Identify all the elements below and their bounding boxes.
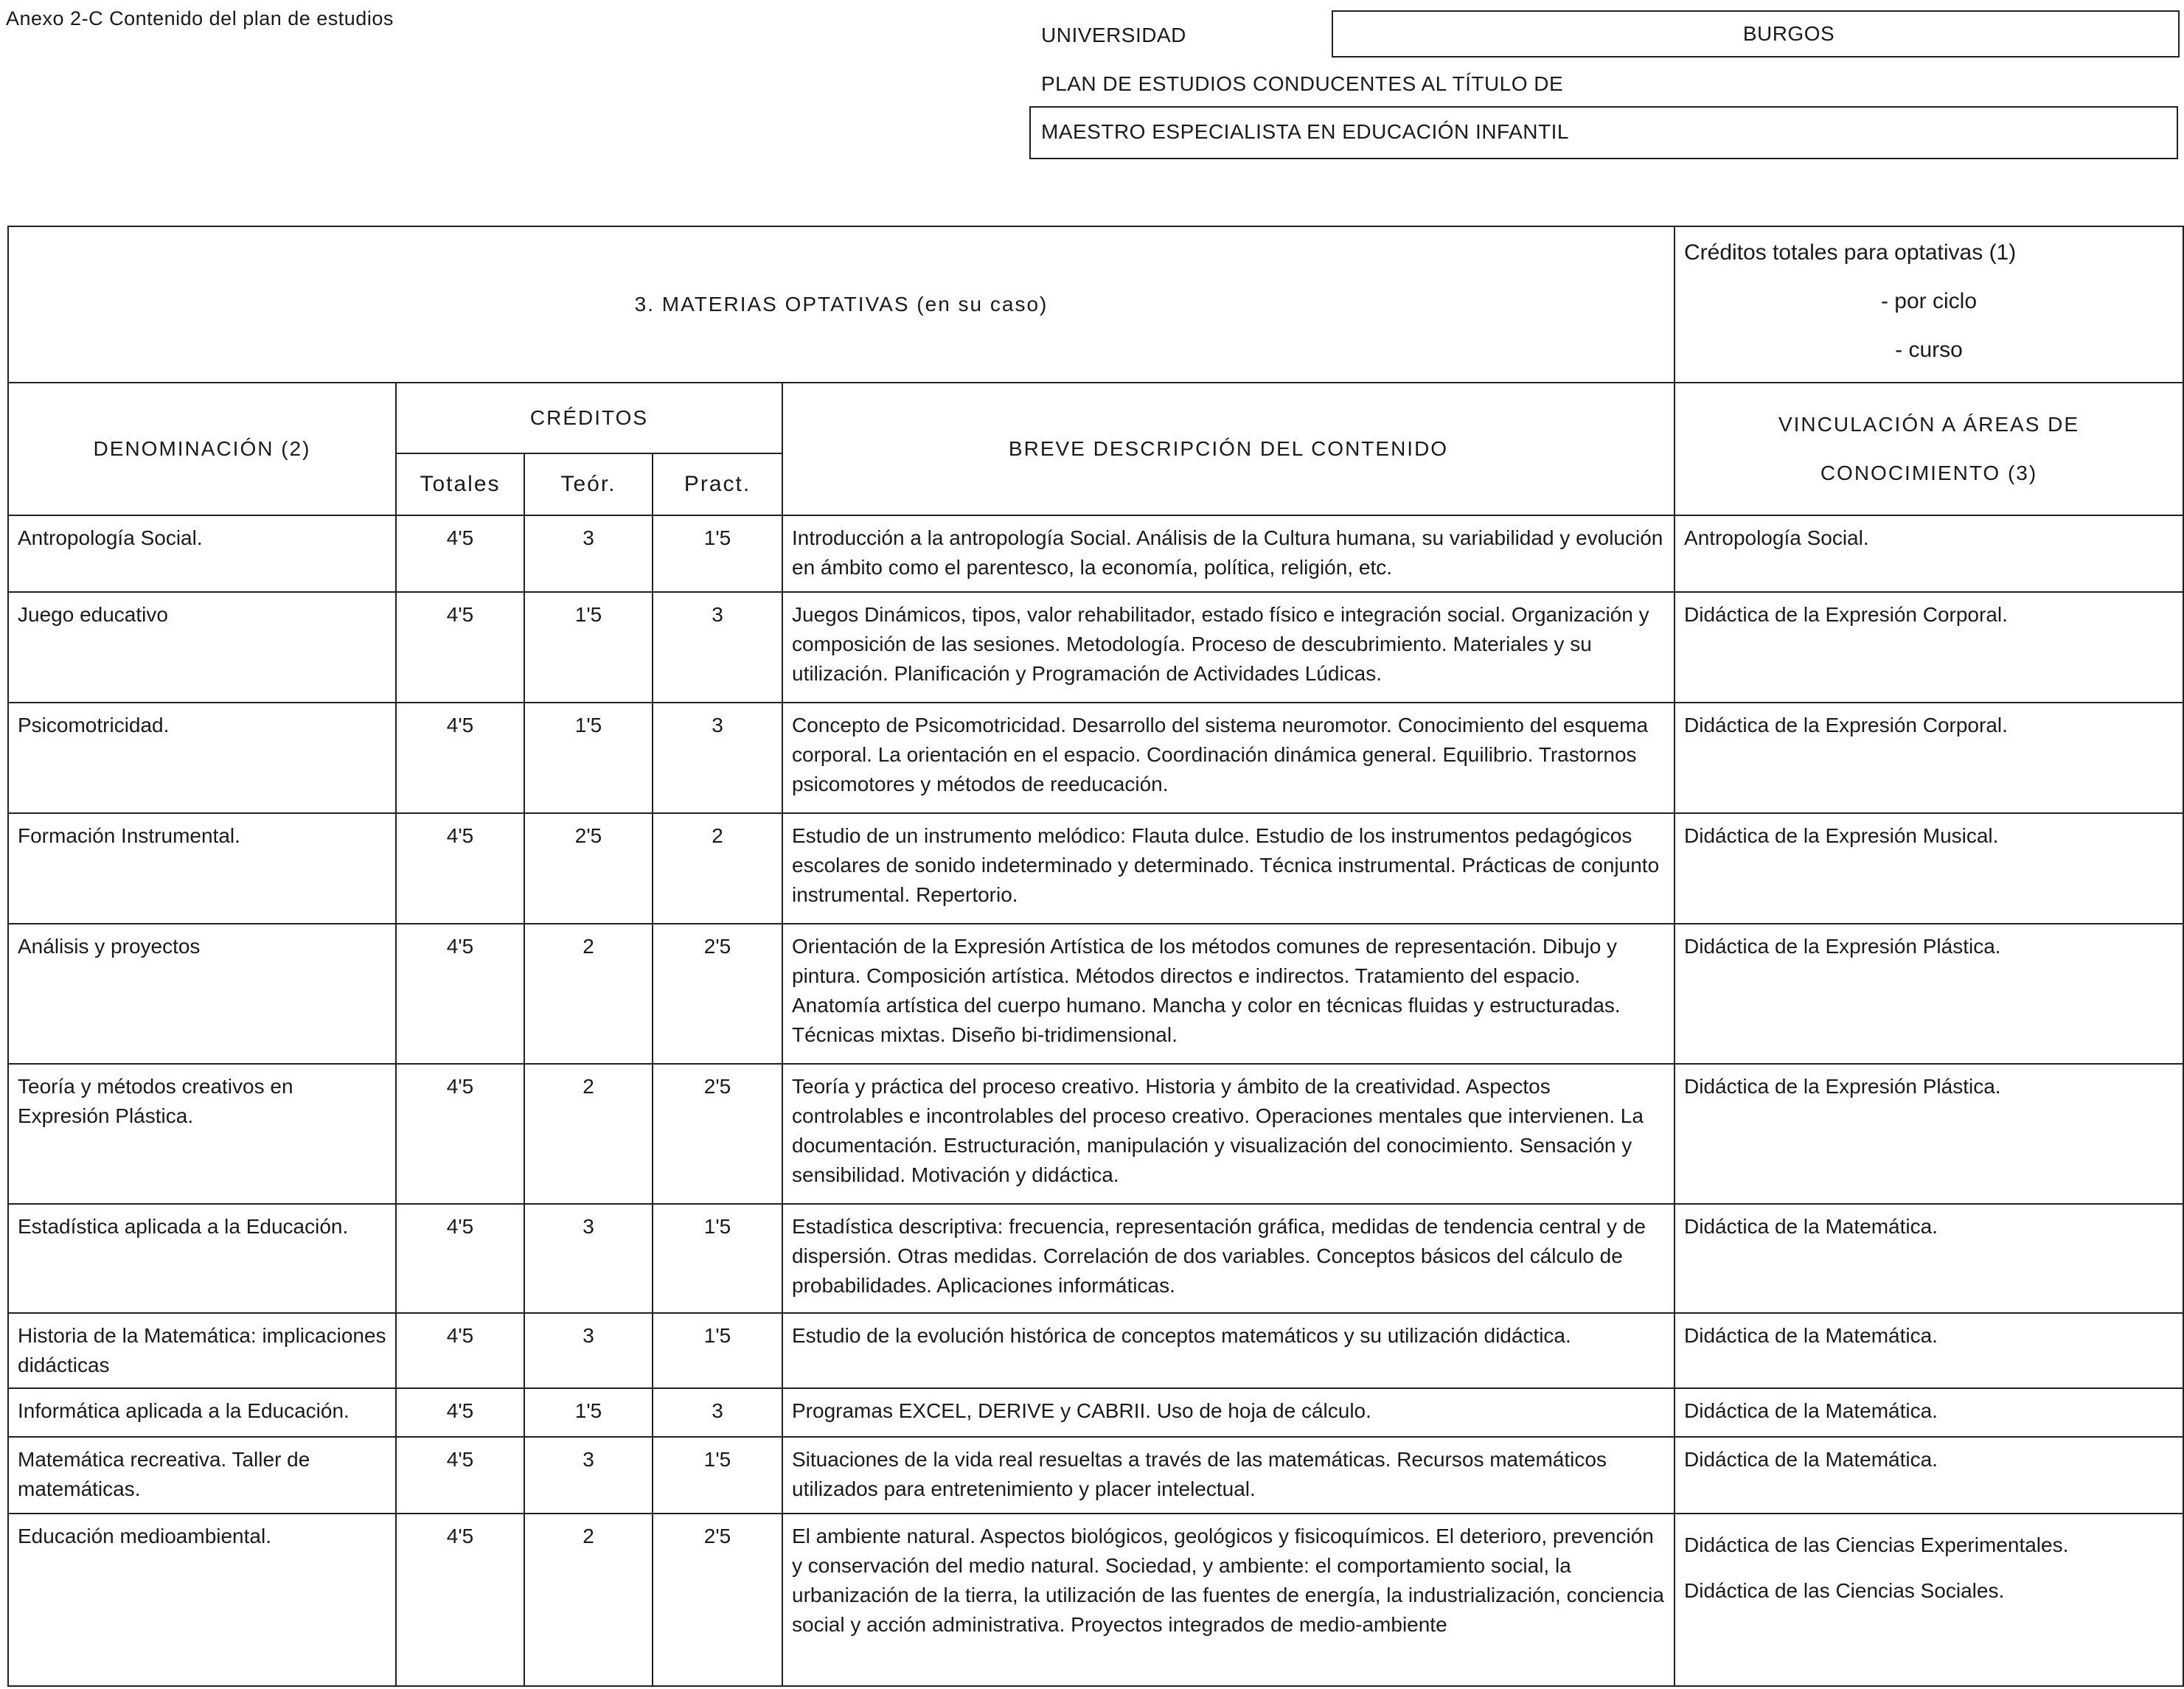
credits-teor: 3 — [524, 1437, 653, 1514]
credits-total: 4'5 — [396, 813, 524, 924]
knowledge-area: Didáctica de la Expresión Plástica. — [1674, 924, 2183, 1064]
table-row — [8, 1388, 2183, 1437]
credits-total: 4'5 — [396, 1514, 524, 1686]
university-value: BURGOS — [1742, 22, 1835, 45]
subject-description: Concepto de Psicomotricidad. Desarrollo del sistema neuromotor. Conocimiento del esquema corporal. La orientación en el espacio. Coordinación dinámica general. Equilibrio. Trastornos psicomotores y métodos de reeducación. — [782, 703, 1674, 813]
credits-pract: 2'5 — [653, 1064, 782, 1204]
plan-label: PLAN DE ESTUDIOS CONDUCENTES AL TÍTULO DE — [1041, 72, 1564, 95]
knowledge-area-secondary: Didáctica de las Ciencias Sociales. — [1684, 1579, 2005, 1602]
optional-subjects-table — [7, 226, 2184, 1687]
knowledge-area: Antropología Social. — [1674, 515, 2183, 592]
table-row — [8, 703, 2183, 813]
table-row — [8, 1313, 2183, 1388]
per-cycle-label: - por ciclo — [1880, 289, 1978, 313]
subject-name: Psicomotricidad. — [8, 703, 396, 813]
subject-name: Antropología Social. — [8, 515, 396, 592]
credits-pract: 1'5 — [653, 1313, 782, 1388]
col-descripcion: BREVE DESCRIPCIÓN DEL CONTENIDO — [782, 383, 1674, 515]
subject-name: Teoría y métodos creativos en Expresión Plástica. — [8, 1064, 396, 1204]
table-row — [8, 1437, 2183, 1514]
credits-total-cell — [1674, 226, 2183, 383]
credits-teor: 3 — [524, 1204, 653, 1313]
credits-pract: 1'5 — [653, 1204, 782, 1313]
credits-total: 4'5 — [396, 924, 524, 1064]
credits-pract: 2'5 — [653, 924, 782, 1064]
subject-description: Estadística descriptiva: frecuencia, representación gráfica, medidas de tendencia central y de dispersión. Otras medidas. Correlación de dos variables. Conceptos básicos del cálculo de probabilidades. Aplicaciones informáticas. — [782, 1204, 1674, 1313]
knowledge-area: Didáctica de la Matemática. — [1674, 1204, 2183, 1313]
col-vinculacion: VINCULACIÓN A ÁREAS DE CONOCIMIENTO (3) — [1674, 383, 2183, 515]
credits-total: 4'5 — [396, 1064, 524, 1204]
col-totales: Totales — [396, 453, 524, 515]
subject-description: Situaciones de la vida real resueltas a través de las matemáticas. Recursos matemáticos utilizados para entretenimiento y placer intelectual. — [782, 1437, 1674, 1514]
knowledge-area: Didáctica de la Matemática. — [1674, 1313, 2183, 1388]
credits-total: 4'5 — [396, 1437, 524, 1514]
subject-description: Programas EXCEL, DERIVE y CABRII. Uso de hoja de cálculo. — [782, 1388, 1674, 1437]
col-creditos: CRÉDITOS — [396, 383, 782, 453]
subject-description: El ambiente natural. Aspectos biológicos, geológicos y fisicoquímicos. El deterioro, prevención y conservación del medio natural. Sociedad, y ambiente: el comportamiento social, la urbanización de la tierra, la utilización de las fuentes de energía, la industrialización, conciencia social y acción administrativa. Proyectos integrados de medio-ambiente — [782, 1514, 1674, 1686]
subject-description: Introducción a la antropología Social. Análisis de la Cultura humana, su variabilidad y evolución en ámbito como el parentesco, la economía, política, religión, etc. — [782, 515, 1674, 592]
knowledge-area: Didáctica de la Matemática. — [1674, 1388, 2183, 1437]
knowledge-area: Didáctica de la Expresión Plástica. — [1674, 1064, 2183, 1204]
plan-value: MAESTRO ESPECIALISTA EN EDUCACIÓN INFANTIL — [1041, 120, 1569, 143]
subject-name: Historia de la Matemática: implicaciones didácticas — [8, 1313, 396, 1388]
credits-pract: 2'5 — [653, 1514, 782, 1686]
university-label: UNIVERSIDAD — [1041, 24, 1186, 46]
table-row — [8, 1204, 2183, 1313]
table-row — [8, 924, 2183, 1064]
credits-pract: 3 — [653, 1388, 782, 1437]
col-pract: Pract. — [653, 453, 782, 515]
subject-name: Estadística aplicada a la Educación. — [8, 1204, 396, 1313]
subject-description: Estudio de la evolución histórica de conceptos matemáticos y su utilización didáctica. — [782, 1313, 1674, 1388]
credits-pract: 3 — [653, 592, 782, 703]
university-field — [1332, 10, 2180, 58]
knowledge-area-cell — [1674, 1514, 2183, 1686]
credits-pract: 3 — [653, 703, 782, 813]
credits-total: 4'5 — [396, 703, 524, 813]
knowledge-area: Didáctica de las Ciencias Experimentales. — [1684, 1533, 2069, 1556]
table-row — [8, 592, 2183, 703]
credits-teor: 2 — [524, 1514, 653, 1686]
subject-name: Informática aplicada a la Educación. — [8, 1388, 396, 1437]
section-title: 3. MATERIAS OPTATIVAS (en su caso) — [8, 226, 1674, 383]
subject-name: Formación Instrumental. — [8, 813, 396, 924]
credits-total: 4'5 — [396, 592, 524, 703]
col-teor: Teór. — [524, 453, 653, 515]
subject-name: Juego educativo — [8, 592, 396, 703]
credits-teor: 3 — [524, 515, 653, 592]
credits-teor: 2 — [524, 924, 653, 1064]
table-row — [8, 813, 2183, 924]
subject-description: Teoría y práctica del proceso creativo. Historia y ámbito de la creatividad. Aspectos controlables e incontrolables del proceso creativo. Operaciones mentales que intervienen. La documentación. Estructuración, manipulación y visualización del conocimiento. Sensación y sensibilidad. Motivación y didáctica. — [782, 1064, 1674, 1204]
table-row — [8, 515, 2183, 592]
col-denominacion: DENOMINACIÓN (2) — [8, 383, 396, 515]
knowledge-area: Didáctica de la Expresión Corporal. — [1674, 592, 2183, 703]
subject-name: Análisis y proyectos — [8, 924, 396, 1064]
credits-pract: 2 — [653, 813, 782, 924]
subject-description: Juegos Dinámicos, tipos, valor rehabilitador, estado físico e integración social. Organización y composición de las sesiones. Metodología. Proceso de descubrimiento. Materiales y su utilización. Planificación y Programación de Actividades Lúdicas. — [782, 592, 1674, 703]
subject-description: Orientación de la Expresión Artística de los métodos comunes de representación. Dibujo y pintura. Composición artística. Métodos directos e indirectos. Tratamiento del espacio. Anatomía artística del cuerpo humano. Mancha y color en técnicas fluidas y estructuradas. Técnicas mixtas. Diseño bi-tridimensional. — [782, 924, 1674, 1064]
table-row — [8, 1514, 2183, 1686]
plan-field — [1029, 106, 2178, 159]
knowledge-area: Didáctica de la Expresión Corporal. — [1674, 703, 2183, 813]
knowledge-area: Didáctica de la Expresión Musical. — [1674, 813, 2183, 924]
credits-total: 4'5 — [396, 1388, 524, 1437]
knowledge-area: Didáctica de la Matemática. — [1674, 1437, 2183, 1514]
credits-teor: 1'5 — [524, 703, 653, 813]
credits-total: 4'5 — [396, 515, 524, 592]
credits-teor: 3 — [524, 1313, 653, 1388]
credits-teor: 2'5 — [524, 813, 653, 924]
subject-name: Educación medioambiental. — [8, 1514, 396, 1686]
per-course-label: - curso — [1895, 338, 1963, 362]
annex-title: Anexo 2-C Contenido del plan de estudios — [6, 7, 394, 29]
subject-description: Estudio de un instrumento melódico: Flauta dulce. Estudio de los instrumentos pedagógicos escolares de sonido indeterminado y determinado. Técnica instrumental. Prácticas de conjunto instrumental. Repertorio. — [782, 813, 1674, 924]
credits-teor: 1'5 — [524, 592, 653, 703]
credits-total-label: Créditos totales para optativas (1) — [1684, 240, 2017, 265]
credits-total: 4'5 — [396, 1204, 524, 1313]
credits-teor: 1'5 — [524, 1388, 653, 1437]
table-row — [8, 1064, 2183, 1204]
subject-name: Matemática recreativa. Taller de matemáticas. — [8, 1437, 396, 1514]
credits-total: 4'5 — [396, 1313, 524, 1388]
credits-pract: 1'5 — [653, 515, 782, 592]
credits-pract: 1'5 — [653, 1437, 782, 1514]
credits-teor: 2 — [524, 1064, 653, 1204]
